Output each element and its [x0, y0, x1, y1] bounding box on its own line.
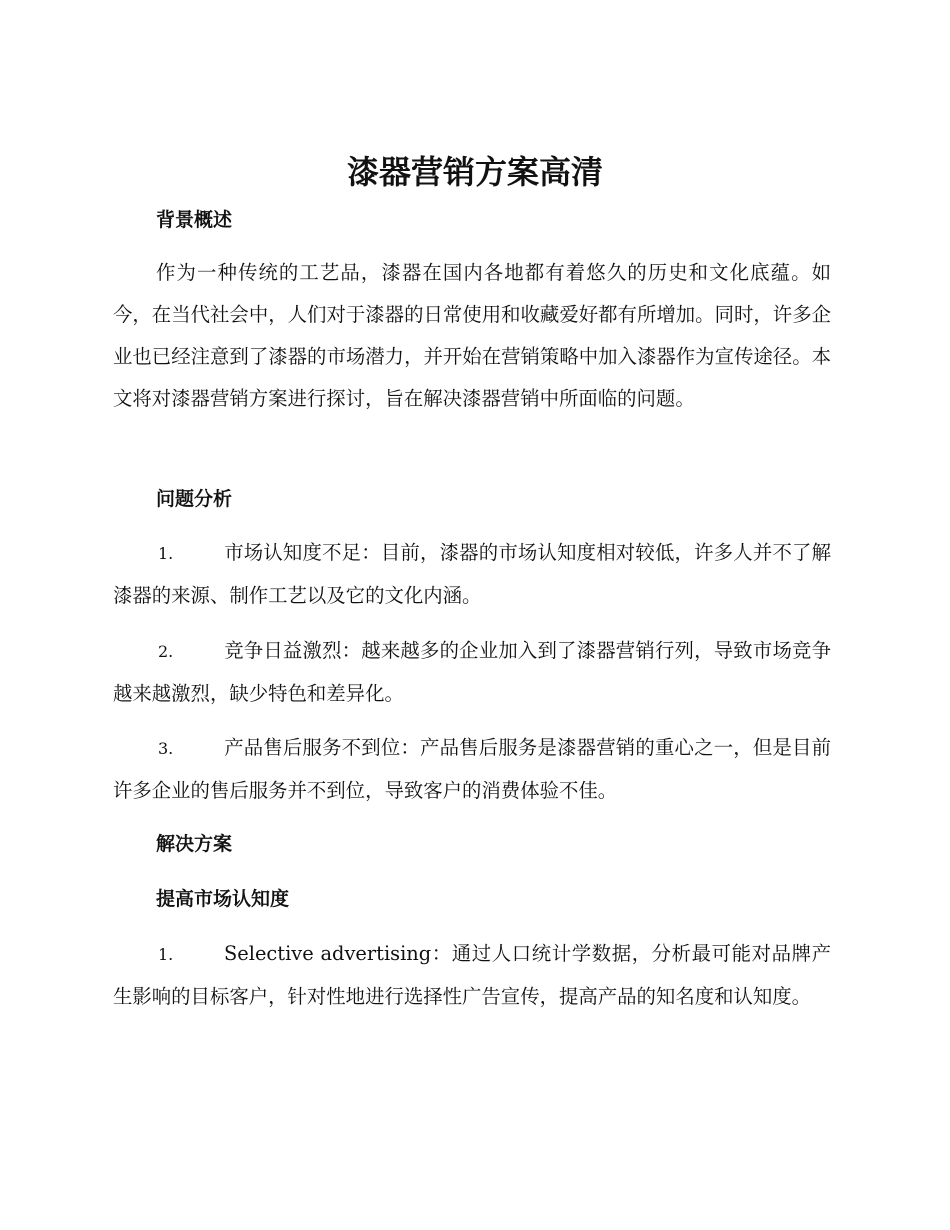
section-heading-solutions: 解决方案	[156, 833, 233, 855]
background-paragraph: 作为一种传统的工艺品，漆器在国内各地都有着悠久的历史和文化底蕴。如今，在当代社会中，人们对于漆器的日常使用和收藏爱好都有所增加。同时，许多企业也已经注意到了漆器的市场潜力，并开始在营销策略中加入漆器作为宣传途径。本文将对漆器营销方案进行探讨，旨在解决漆器营销中所面临的问题。	[113, 261, 831, 410]
list-number: 2.	[158, 642, 174, 661]
problem-item-2	[113, 630, 831, 715]
solution-item-1	[113, 933, 831, 1018]
subsection-heading-awareness: 提高市场认知度	[156, 888, 290, 910]
section-heading-background: 背景概述	[156, 209, 233, 231]
list-item-text: 市场认知度不足：目前，漆器的市场认知度相对较低，许多人并不了解漆器的来源、制作工艺以及它的文化内涵。	[113, 541, 831, 607]
problem-item-3	[113, 727, 831, 812]
list-item-text: 竞争日益激烈：越来越多的企业加入到了漆器营销行列，导致市场竞争越来越激烈，缺少特色和差异化。	[113, 639, 831, 705]
list-number: 1.	[158, 945, 174, 964]
list-item-text: 产品售后服务不到位：产品售后服务是漆器营销的重心之一，但是目前许多企业的售后服务并不到位，导致客户的消费体验不佳。	[113, 736, 831, 802]
list-item-text: Selective advertising：通过人口统计学数据，分析最可能对品牌产生影响的目标客户，针对性地进行选择性广告宣传，提高产品的知名度和认知度。	[113, 942, 831, 1008]
list-number: 1.	[158, 544, 174, 563]
section-heading-problems: 问题分析	[156, 488, 233, 510]
list-number: 3.	[158, 739, 174, 758]
problem-item-1	[113, 532, 831, 617]
document-title: 漆器营销方案高清	[346, 153, 603, 191]
